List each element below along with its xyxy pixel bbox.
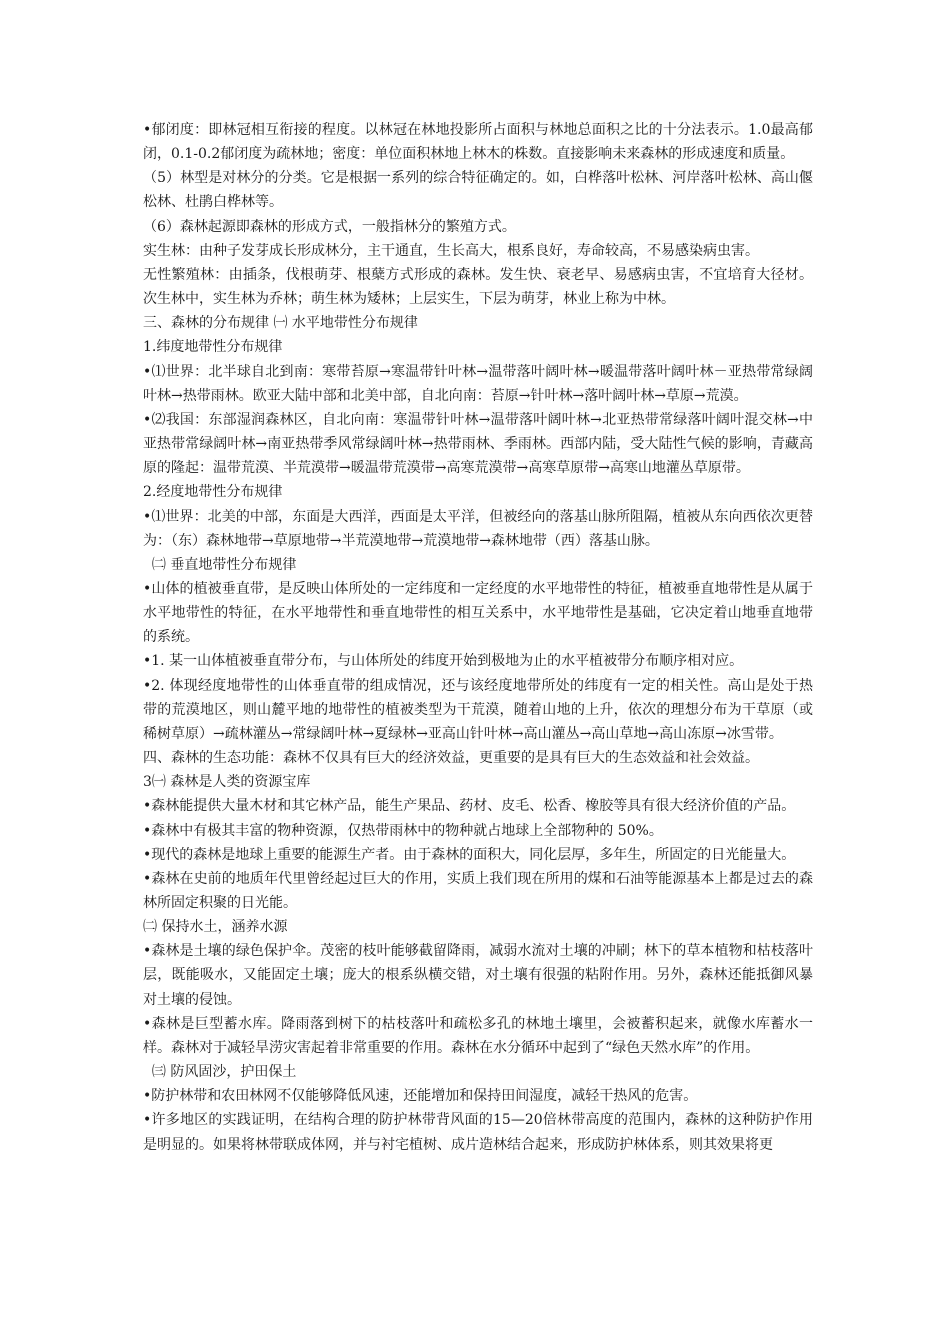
subheading-vertical: ㈡ 垂直地带性分布规律 [143, 556, 297, 573]
subheading-latitude: 1.纬度地带性分布规律 [143, 339, 283, 356]
paragraph-world-latitude: •⑴世界：北半球自北到南：寒带苔原→寒温带针叶林→温带落叶阔叶林→暖温带落叶阔叶林－亚热带常绿阔叶林→热带雨林。欧亚大陆中部和北美中部，自北向南：苔原→针叶林→落叶阔叶林→草原→荒漠。 [143, 363, 813, 404]
paragraph-vertical-point-2: •2. 体现经度地带性的山体垂直带的组成情况，还与该经度地带所处的纬度有一定的相关性。高山是处于热带的荒漠地区，则山麓平地的地带性的植被类型为干荒漠，随着山地的上升，依次的理想分布为干草原（或稀树草原）→疏林灌丛→常绿阔叶林→夏绿林→亚高山针叶林→高山灌丛→高山草地→高山冻原→冰雪带。 [143, 677, 813, 742]
section-heading-ecology: 四、森林的生态功能：森林不仅具有巨大的经济效益，更重要的是具有巨大的生态效益和社会效益。 [143, 750, 759, 767]
paragraph-water-soil: •森林是土壤的绿色保护伞。茂密的枝叶能够截留降雨，减弱水流对土壤的冲刷；林下的草本植物和枯枝落叶层，既能吸水，又能固定土壤；庞大的根系纵横交错，对土壤有很强的粘附作用。另外，森林还能抵御风暴对土壤的侵蚀。 [143, 943, 813, 1008]
subheading-resources: 3㈠ 森林是人类的资源宝库 [143, 774, 311, 791]
paragraph-world-longitude: •⑴世界：北美的中部，东面是大西洋，西面是太平洋，但被经向的落基山脉所阻隔，植被从东向西依次更替为：（东）森林地带→草原地带→半荒漠地带→荒漠地带→森林地带（西）落基山脉。 [143, 508, 813, 549]
paragraph-vertical-belt: •山体的植被垂直带，是反映山体所处的一定纬度和一定经度的水平地带性的特征，植被垂直地带性是从属于水平地带性的特征，在水平地带性和垂直地带性的相互关系中，水平地带性是基础，它决定着山地垂直地带的系统。 [143, 580, 813, 646]
subheading-longitude: 2.经度地带性分布规律 [143, 484, 283, 501]
section-heading-distribution: 三、森林的分布规律 ㈠ 水平地带性分布规律 [143, 315, 418, 332]
document-body [143, 118, 813, 1157]
paragraph-water-reservoir: •森林是巨型蓄水库。降雨落到树下的枯枝落叶和疏松多孔的林地土壤里，会被蓄积起来，就像水库蓄水一样。森林对于减轻旱涝灾害起着非常重要的作用。森林在水分循环中起到了“绿色天然水库”的作用。 [143, 1015, 813, 1056]
paragraph-windbreak-practice: •许多地区的实践证明，在结构合理的防护林带背风面的15—20倍林带高度的范围内，森林的这种防护作用是明显的。如果将林带联成体网，并与衬宅植树、成片造林结合起来，形成防护林体系，则其效果将更 [143, 1112, 813, 1153]
paragraph-forest-origin: （6）森林起源即森林的形成方式，一般指林分的繁殖方式。 [143, 218, 516, 235]
subheading-windbreak: ㈢ 防风固沙，护田保土 [143, 1064, 297, 1081]
paragraph-resources-history: •森林在史前的地质年代里曾经起过巨大的作用，实质上我们现在所用的煤和石油等能源基本上都是过去的森林所固定积聚的日光能。 [143, 870, 813, 911]
paragraph-forest-type: （5）林型是对林分的分类。它是根据一系列的综合特征确定的。如，白桦落叶松林、河岸落叶松林、高山偃松林、杜鹃白桦林等。 [143, 170, 813, 211]
subheading-water: ㈡ 保持水土，涵养水源 [143, 919, 288, 936]
paragraph-seedling-forest: 实生林：由种子发芽成长形成林分，主干通直，生长高大，根系良好，寿命较高，不易感染病虫害。 [143, 242, 759, 259]
paragraph-asexual-forest: 无性繁殖林：由插条，伐根萌芽、根蘖方式形成的森林。发生快、衰老早、易感病虫害，不宜培育大径材。次生林中，实生林为乔林；萌生林为矮林；上层实生，下层为萌芽，林业上称为中林。 [143, 266, 813, 308]
paragraph-china-latitude: •⑵我国：东部湿润森林区，自北向南：寒温带针叶林→温带落叶阔叶林→北亚热带常绿落叶阔叶混交林→中亚热带常绿阔叶林→南亚热带季风常绿阔叶林→热带雨林、季雨林。西部内陆，受大陆性气候的影响，青藏高原的隆起：温带荒漠、半荒漠带→暖温带荒漠带→高寒荒漠带→高寒草原带→高寒山地灌丛草原带。 [143, 411, 813, 477]
paragraph-canopy-density: •郁闭度：即林冠相互衔接的程度。以林冠在林地投影所占面积与林地总面积之比的十分法表示。1.0最高郁闭，0.1-0.2郁闭度为疏林地；密度：单位面积林地上林木的株数。直接影响未来森林的形成速度和质量。 [143, 122, 813, 163]
paragraph-resources-energy: •现代的森林是地球上重要的能源生产者。由于森林的面积大，同化层厚，多年生，所固定的日光能量大。 [143, 846, 796, 863]
paragraph-vertical-point-1: •1. 某一山体植被垂直带分布，与山体所处的纬度开始到极地为止的水平植被带分布顺序相对应。 [143, 653, 744, 670]
paragraph-resources-products: •森林能提供大量木材和其它林产品，能生产果品、药材、皮毛、松香、橡胶等具有很大经济价值的产品。 [143, 798, 796, 815]
paragraph-resources-species: •森林中有极其丰富的物种资源，仅热带雨林中的物种就占地球上全部物种的 50%。 [143, 822, 663, 839]
paragraph-windbreak-speed: •防护林带和农田林网不仅能够降低风速，还能增加和保持田间湿度，减轻干热风的危害。 [143, 1088, 698, 1105]
